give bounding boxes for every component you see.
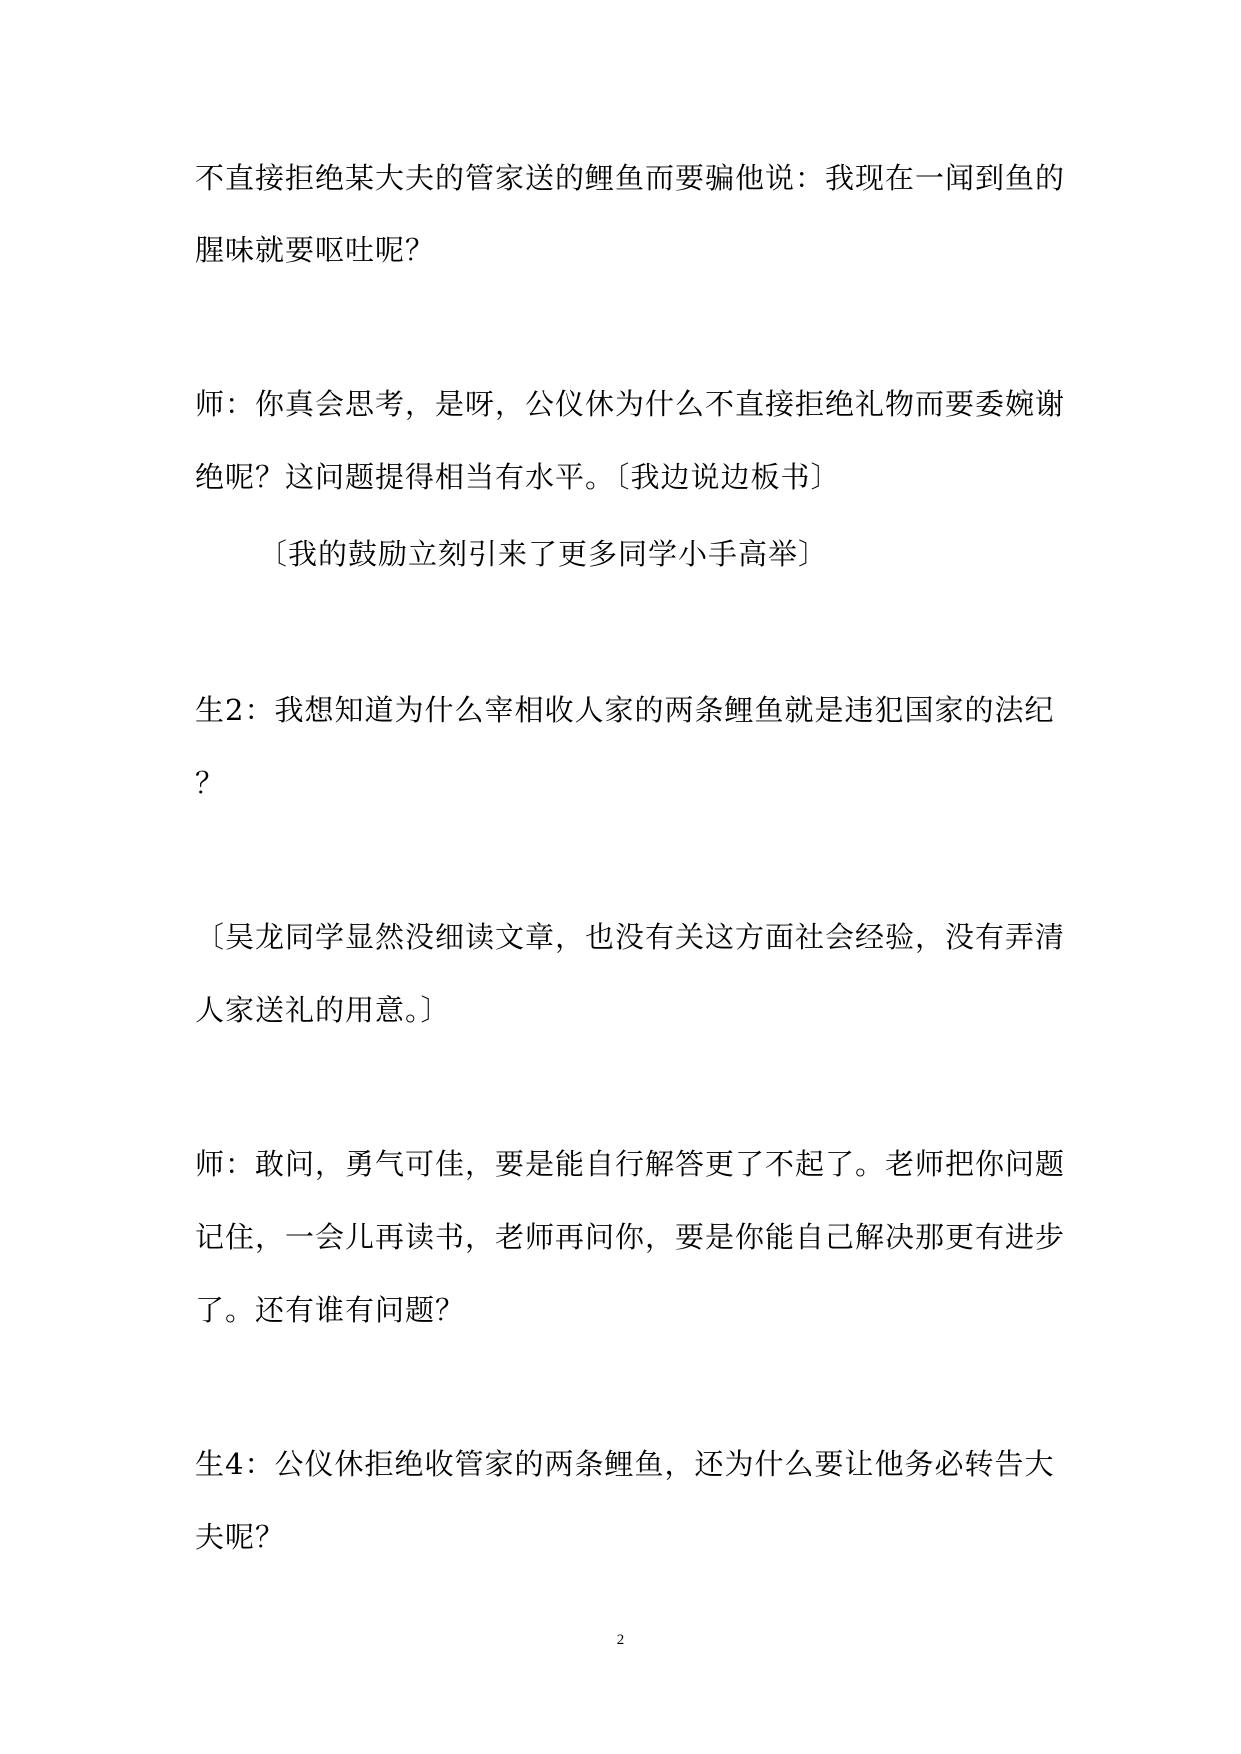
- text-line: 绝呢？这问题提得相当有水平。〔我边说边板书〕: [195, 460, 841, 494]
- text-line: 生4：公仪休拒绝收管家的两条鲤鱼，还为什么要让他务必转告大: [195, 1447, 1055, 1481]
- text-line: 生2：我想知道为什么宰相收人家的两条鲤鱼就是违犯国家的法纪: [195, 693, 1055, 727]
- text-line: 师：敢问，勇气可佳，要是能自行解答更了不起了。老师把你问题: [195, 1147, 1066, 1181]
- page-number: 2: [616, 1632, 625, 1648]
- text-line: 夫呢？: [195, 1520, 286, 1554]
- text-line: 了。还有谁有问题？: [195, 1293, 466, 1327]
- text-line: ？: [195, 766, 226, 800]
- text-line: 人家送礼的用意。〕: [195, 993, 451, 1027]
- text-line: 〔我的鼓励立刻引来了更多同学小手高举〕: [258, 537, 829, 571]
- text-line: 不直接拒绝某大夫的管家送的鲤鱼而要骗他说：我现在一闻到鱼的: [195, 161, 1066, 195]
- text-line: 记住，一会儿再读书，老师再问你，要是你能自己解决那更有进步: [195, 1220, 1066, 1254]
- text-line: 腥味就要呕吐呢？: [195, 233, 436, 267]
- text-line: 师：你真会思考，是呀，公仪休为什么不直接拒绝礼物而要委婉谢: [195, 387, 1066, 421]
- text-line: 〔吴龙同学显然没细读文章，也没有关这方面社会经验，没有弄清: [195, 920, 1066, 954]
